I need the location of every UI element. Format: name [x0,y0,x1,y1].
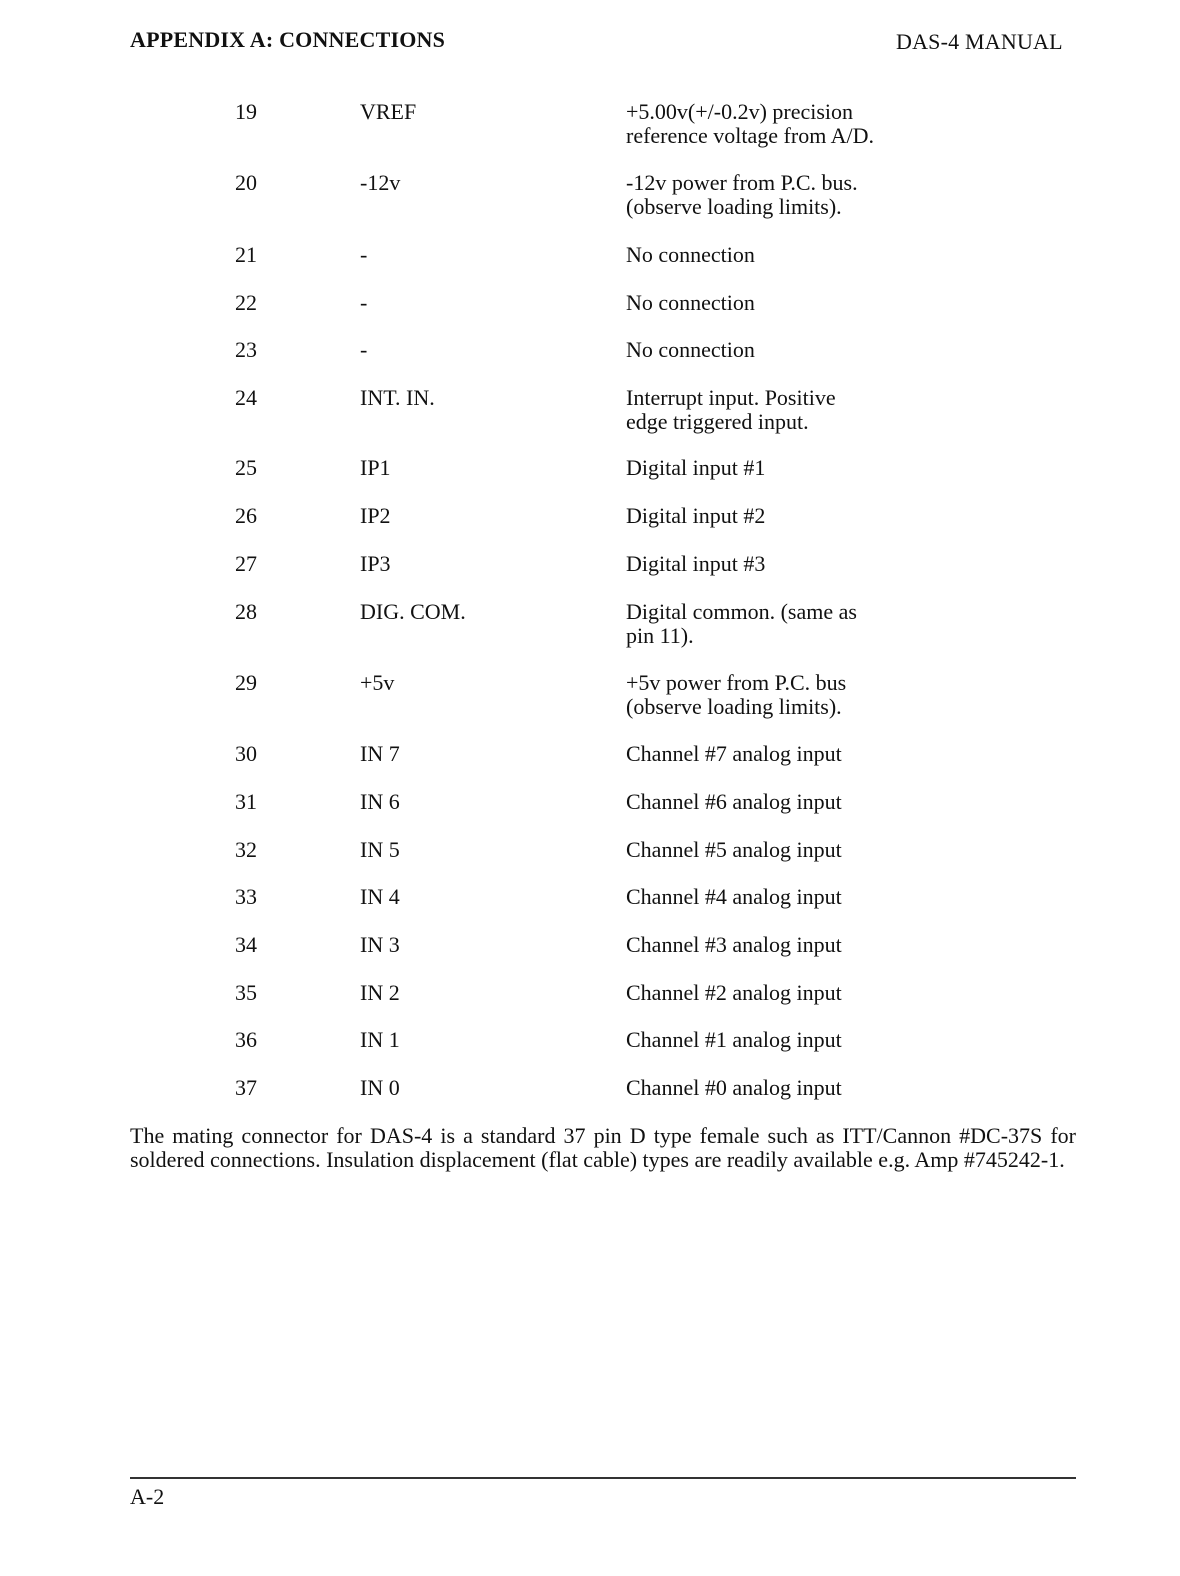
pin-signal: - [360,337,368,362]
pin-description: No connection [626,290,755,315]
pin-signal: IP1 [360,455,391,480]
pin-number: 26 [235,503,257,528]
pin-description: Channel #7 analog input [626,741,842,766]
pin-description: +5.00v(+/-0.2v) precision reference voltage from A/D. [626,99,874,148]
pin-description: Digital input #3 [626,551,766,576]
pin-description: Channel #4 analog input [626,884,842,909]
pin-number: 28 [235,599,257,624]
pin-number: 24 [235,385,257,410]
pin-description: +5v power from P.C. bus (observe loading limits). [626,670,847,719]
pin-description: Channel #2 analog input [626,980,842,1005]
pin-description: Channel #1 analog input [626,1027,842,1052]
pin-number: 25 [235,455,257,480]
pin-description: Channel #5 analog input [626,837,842,862]
pin-number: 19 [235,99,257,124]
pin-description: Digital input #1 [626,455,766,480]
pin-description: Channel #6 analog input [626,789,842,814]
section-title: APPENDIX A: CONNECTIONS [130,27,446,52]
pin-signal: - [360,242,368,267]
pin-number: 21 [235,242,257,267]
page-number: A-2 [130,1484,165,1509]
pin-signal: VREF [360,99,417,124]
pin-description: -12v power from P.C. bus. (observe loading limits). [626,170,858,219]
pin-number: 35 [235,980,257,1005]
pin-signal: IN 1 [360,1027,400,1052]
pin-number: 34 [235,932,257,957]
pin-number: 31 [235,789,257,814]
pin-number: 22 [235,290,257,315]
pin-description: Digital input #2 [626,503,766,528]
footer-rule [130,1477,1076,1479]
pin-number: 20 [235,170,257,195]
connector-note: The mating connector for DAS-4 is a standard 37 pin D type female such as ITT/Cannon #DC-37S for soldered connections. Insulation displacement (flat cable) types are readily available e.g. Amp #745242-1. [130,1123,1076,1172]
pin-number: 29 [235,670,257,695]
pin-signal: +5v [360,670,395,695]
pin-signal: IP2 [360,503,391,528]
pin-description: Channel #0 analog input [626,1075,842,1100]
pin-number: 30 [235,741,257,766]
pin-signal: IN 6 [360,789,400,814]
pin-description: No connection [626,337,755,362]
pin-signal: IN 5 [360,837,400,862]
pin-description: Interrupt input. Positive edge triggered input. [626,385,836,434]
pin-signal: -12v [360,170,401,195]
pin-signal: - [360,290,368,315]
pin-description: Channel #3 analog input [626,932,842,957]
manual-title: DAS-4 MANUAL [896,29,1063,54]
pin-signal: IN 3 [360,932,400,957]
pin-signal: IN 7 [360,741,400,766]
pin-signal: INT. IN. [360,385,435,410]
pin-number: 32 [235,837,257,862]
pin-number: 23 [235,337,257,362]
pin-signal: IN 4 [360,884,400,909]
pin-number: 36 [235,1027,257,1052]
pin-signal: IN 0 [360,1075,400,1100]
pin-number: 37 [235,1075,257,1100]
pin-signal: IN 2 [360,980,400,1005]
pin-description: Digital common. (same as pin 11). [626,599,857,648]
pin-signal: DIG. COM. [360,599,466,624]
pin-description: No connection [626,242,755,267]
pin-number: 33 [235,884,257,909]
pin-number: 27 [235,551,257,576]
pin-signal: IP3 [360,551,391,576]
